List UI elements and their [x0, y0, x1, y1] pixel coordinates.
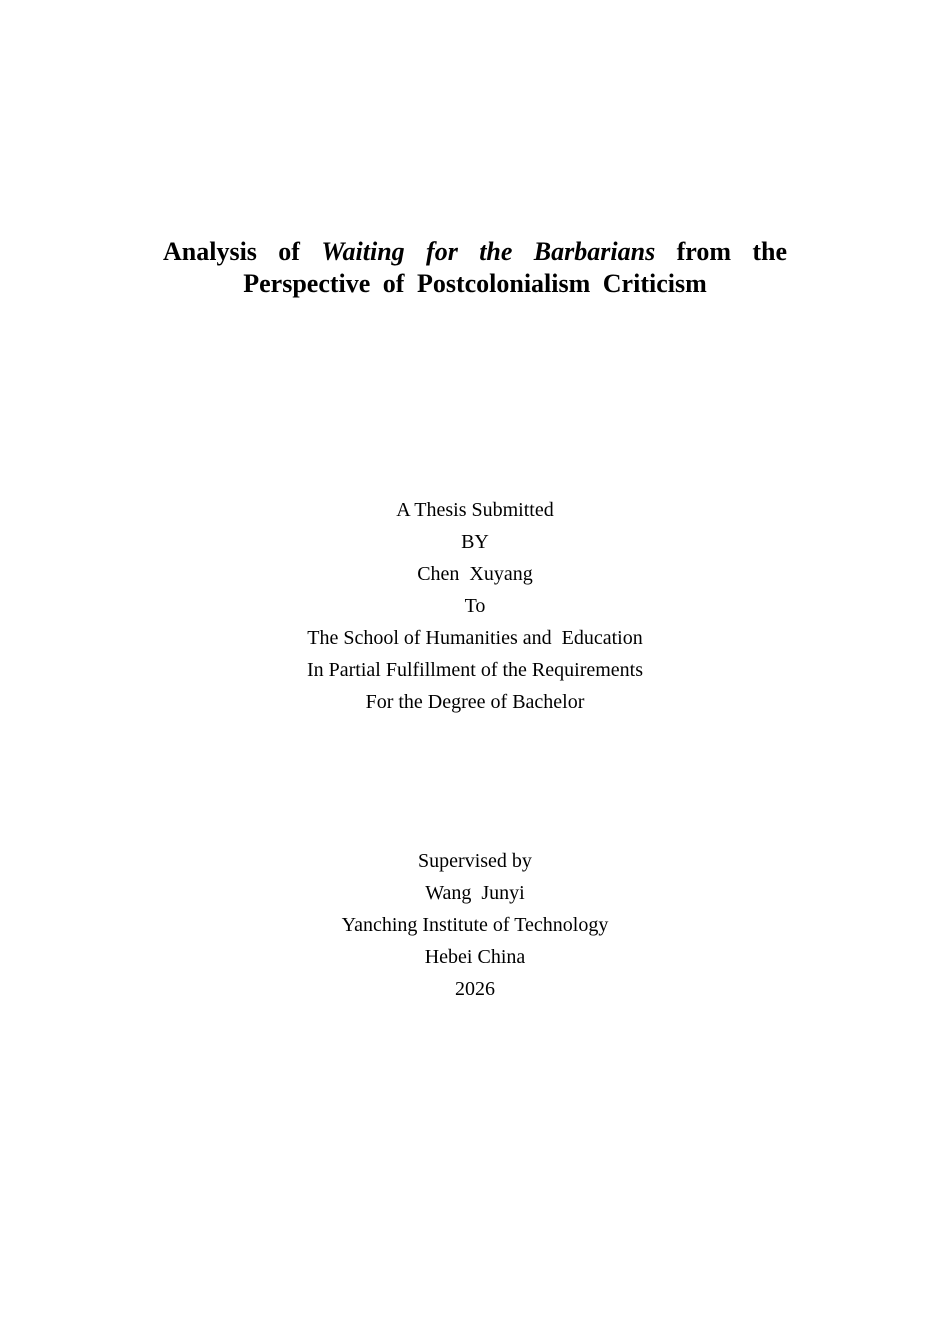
to-label: To [464, 595, 486, 617]
title-line-2: Perspective of Postcolonialism Criticism [243, 269, 707, 298]
by-label: BY [461, 531, 489, 553]
supervision-block [0, 845, 950, 1005]
supervised-by-label: Supervised by [418, 850, 532, 872]
degree-statement: For the Degree of Bachelor [365, 691, 585, 713]
thesis-title [163, 236, 787, 300]
school-name: The School of Humanities and Education [307, 627, 643, 649]
fulfillment-statement: In Partial Fulfillment of the Requirements [306, 659, 644, 681]
submission-block [0, 494, 950, 718]
title-line-1 [163, 236, 787, 268]
author-name: Chen Xuyang [417, 563, 533, 585]
location: Hebei China [424, 946, 526, 968]
submission-statement: A Thesis Submitted [396, 499, 554, 521]
title-book-name: Waiting for the Barbarians [321, 237, 656, 266]
institution-name: Yanching Institute of Technology [341, 914, 609, 936]
title-prefix: Analysis of [163, 237, 322, 266]
title-suffix: from the [655, 237, 788, 266]
supervisor-name: Wang Junyi [425, 882, 525, 904]
year: 2026 [455, 978, 495, 1000]
